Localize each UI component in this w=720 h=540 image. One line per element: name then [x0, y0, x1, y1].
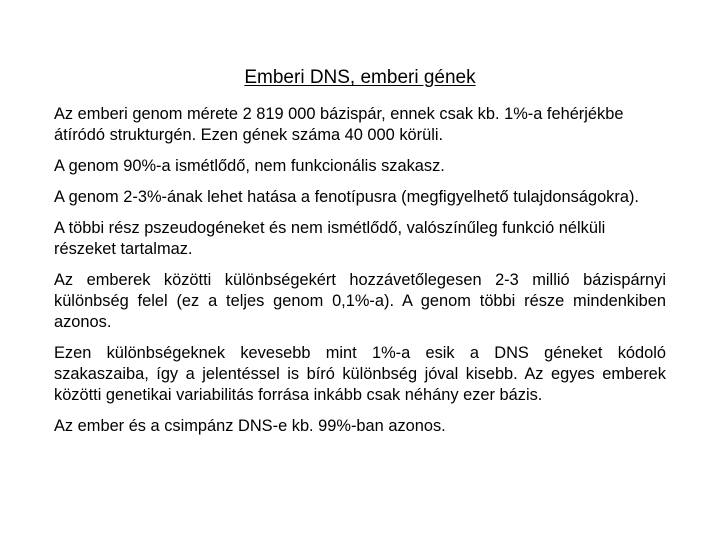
paragraph-phenotype: A genom 2-3%-ának lehet hatása a fenotípusra (megfigyelhető tulajdonságokra). — [54, 188, 639, 206]
paragraph-genome-size: Az emberi genom mérete 2 819 000 bázispár, ennek csak kb. 1%-a fehérjékbe átíródó strukturgén. Ezen gének száma 40 000 körüli. — [54, 105, 624, 144]
paragraph-repetitive: A genom 90%-a ismétlődő, nem funkcionális szakasz. — [54, 157, 445, 175]
paragraph-differences: Az emberek közötti különbségekért hozzávetőlegesen 2-3 millió bázispárnyi különbség felel (ez a teljes genom 0,1%-a). A genom többi része mindenkiben azonos. — [54, 271, 666, 331]
paragraph-coding-differences: Ezen különbségeknek kevesebb mint 1%-a esik a DNS géneket kódoló szakaszaiba, így a jelentéssel is bíró különbség jóval kisebb. Az egyes emberek közötti genetikai variabilitás forrása inkább csak néhány ezer bázis. — [54, 344, 666, 404]
slide-title: Emberi DNS, emberi gének — [244, 67, 476, 88]
paragraph-pseudogenes: A többi rész pszeudogéneket és nem ismétlődő, valószínűleg funkció nélküli részeket tartalmaz. — [54, 219, 606, 258]
paragraph-chimpanzee: Az ember és a csimpánz DNS-e kb. 99%-ban azonos. — [54, 417, 446, 435]
slide-body — [54, 104, 666, 447]
